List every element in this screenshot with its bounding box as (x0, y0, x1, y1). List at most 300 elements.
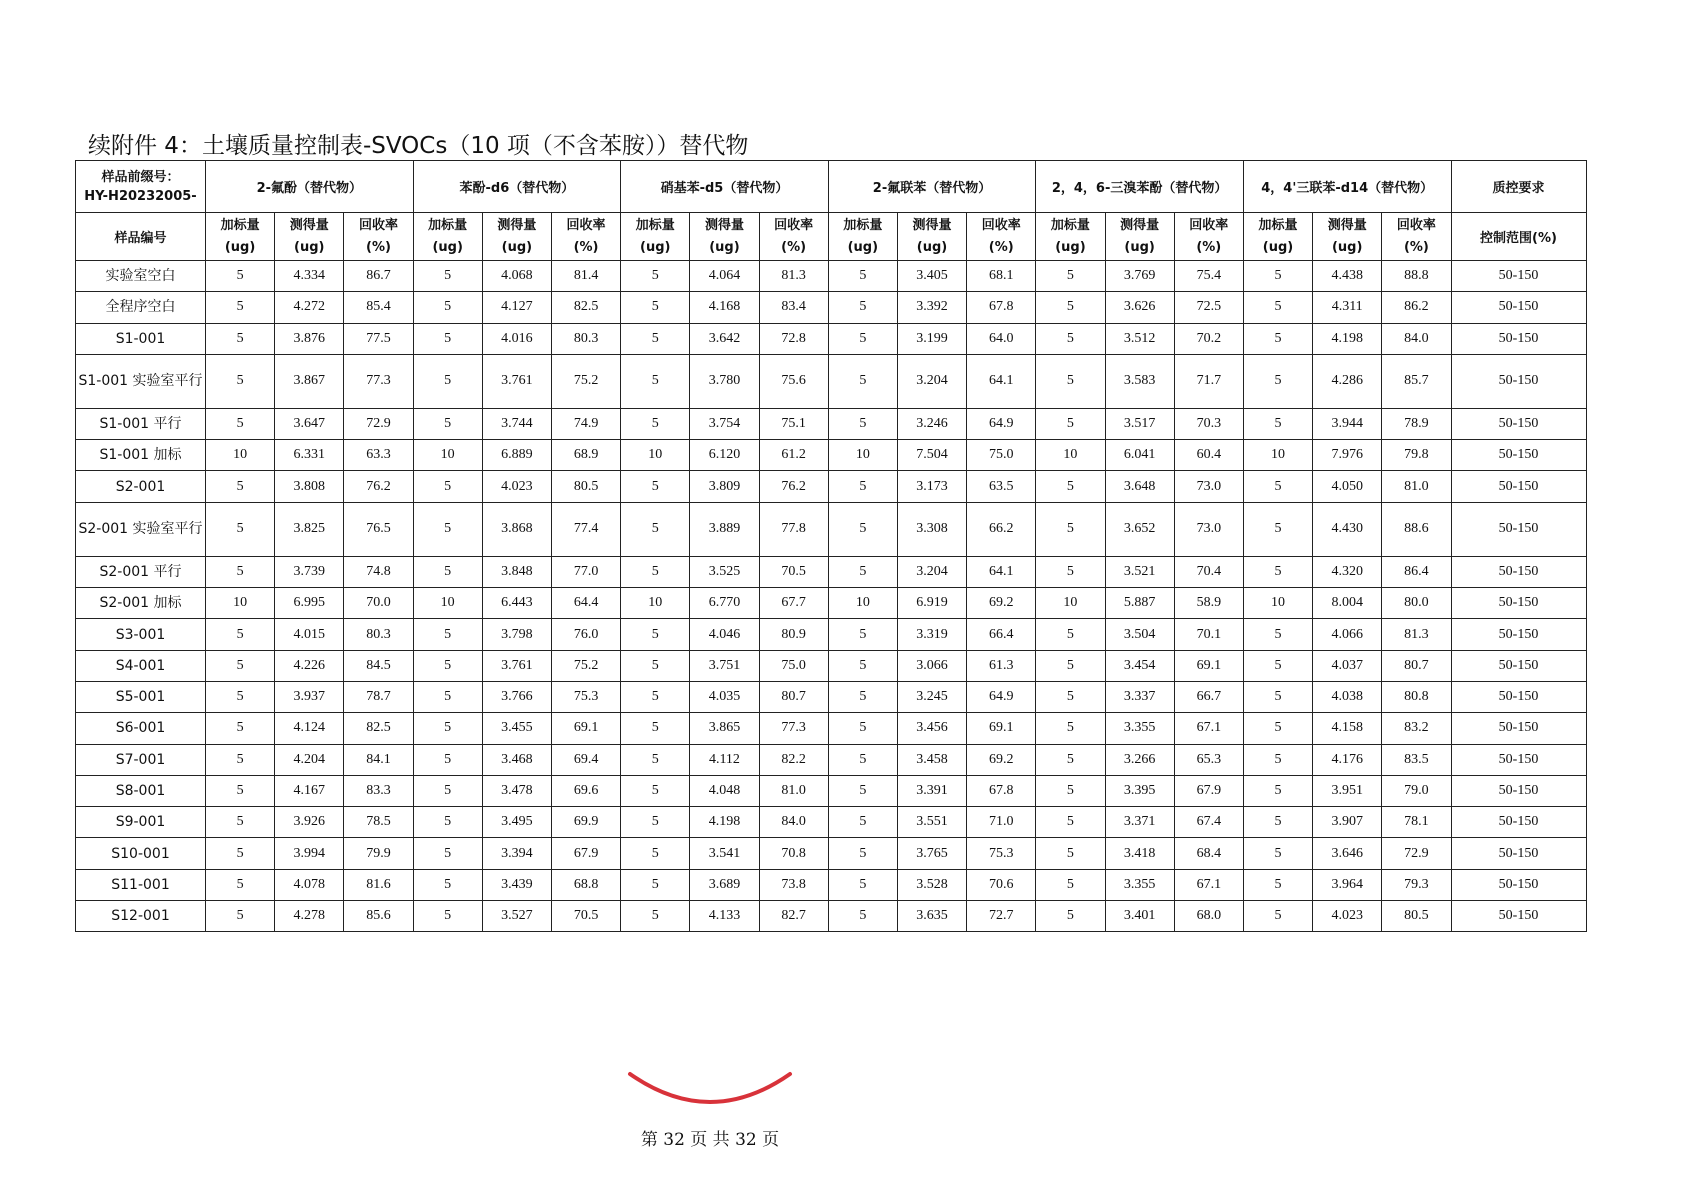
subcolumn-unit: (ug) (709, 239, 740, 255)
value-cell: 5 (621, 408, 690, 439)
value-cell: 10 (1036, 588, 1105, 619)
value-cell: 5 (413, 502, 482, 556)
value-cell: 3.521 (1105, 556, 1174, 587)
value-cell: 61.2 (759, 440, 828, 471)
table-row (76, 261, 1587, 292)
subcolumn-unit: (%) (1196, 239, 1222, 255)
value-cell: 3.825 (275, 502, 344, 556)
value-cell: 3.512 (1105, 323, 1174, 354)
sample-id-cell: 全程序空白 (76, 292, 206, 323)
value-cell: 82.7 (759, 901, 828, 932)
table-row (76, 619, 1587, 650)
value-cell: 5 (621, 650, 690, 681)
value-cell: 65.3 (1174, 744, 1243, 775)
value-cell: 70.3 (1174, 408, 1243, 439)
value-cell: 4.048 (690, 775, 759, 806)
value-cell: 79.9 (344, 838, 413, 869)
value-cell: 78.9 (1382, 408, 1451, 439)
value-cell: 3.994 (275, 838, 344, 869)
value-cell: 3.809 (690, 471, 759, 502)
subcolumn-header (1174, 213, 1243, 261)
table-row (76, 556, 1587, 587)
value-cell: 70.4 (1174, 556, 1243, 587)
control-range-cell: 50-150 (1451, 869, 1586, 900)
value-cell: 5 (1036, 775, 1105, 806)
value-cell: 3.204 (897, 354, 966, 408)
control-range-cell: 50-150 (1451, 440, 1586, 471)
value-cell: 4.050 (1313, 471, 1382, 502)
value-cell: 3.525 (690, 556, 759, 587)
value-cell: 5 (1243, 292, 1312, 323)
subcolumn-unit: (ug) (294, 239, 325, 255)
value-cell: 3.739 (275, 556, 344, 587)
subcolumn-header (690, 213, 759, 261)
value-cell: 81.4 (551, 261, 620, 292)
value-cell: 69.6 (551, 775, 620, 806)
subcolumn-unit: (ug) (501, 239, 533, 255)
value-cell: 3.647 (275, 408, 344, 439)
value-cell: 3.455 (482, 713, 551, 744)
value-cell: 5 (1243, 261, 1312, 292)
value-cell: 3.754 (690, 408, 759, 439)
value-cell: 3.337 (1105, 681, 1174, 712)
subcolumn-unit: (ug) (1262, 239, 1294, 255)
table-row (76, 588, 1587, 619)
value-cell: 67.1 (1174, 713, 1243, 744)
value-cell: 4.334 (275, 261, 344, 292)
value-cell: 5 (1036, 261, 1105, 292)
value-cell: 4.038 (1313, 681, 1382, 712)
value-cell: 5 (206, 681, 275, 712)
value-cell: 5 (206, 292, 275, 323)
value-cell: 4.078 (275, 869, 344, 900)
value-cell: 3.751 (690, 650, 759, 681)
control-range-cell: 50-150 (1451, 261, 1586, 292)
value-cell: 3.392 (897, 292, 966, 323)
sample-id-cell: S1-001 (76, 323, 206, 354)
value-cell: 64.9 (967, 408, 1036, 439)
value-cell: 5 (621, 681, 690, 712)
value-cell: 4.015 (275, 619, 344, 650)
group-header: 苯酚-d6（替代物） (413, 161, 621, 213)
value-cell: 5 (1036, 807, 1105, 838)
value-cell: 5 (206, 744, 275, 775)
value-cell: 67.8 (967, 775, 1036, 806)
value-cell: 5 (828, 901, 897, 932)
value-cell: 3.635 (897, 901, 966, 932)
control-range-cell: 50-150 (1451, 588, 1586, 619)
value-cell: 4.023 (482, 471, 551, 502)
value-cell: 5 (413, 619, 482, 650)
value-cell: 63.5 (967, 471, 1036, 502)
value-cell: 60.4 (1174, 440, 1243, 471)
value-cell: 4.064 (690, 261, 759, 292)
value-cell: 4.023 (1313, 901, 1382, 932)
value-cell: 3.648 (1105, 471, 1174, 502)
value-cell: 5 (1243, 502, 1312, 556)
value-cell: 69.4 (551, 744, 620, 775)
value-cell: 6.889 (482, 440, 551, 471)
value-cell: 4.046 (690, 619, 759, 650)
value-cell: 82.5 (344, 713, 413, 744)
table-row (76, 408, 1587, 439)
value-cell: 5.887 (1105, 588, 1174, 619)
value-cell: 5 (828, 323, 897, 354)
value-cell: 6.995 (275, 588, 344, 619)
value-cell: 73.0 (1174, 502, 1243, 556)
table-row (76, 807, 1587, 838)
value-cell: 77.3 (759, 713, 828, 744)
value-cell: 3.371 (1105, 807, 1174, 838)
table-row (76, 775, 1587, 806)
sample-id-cell: S9-001 (76, 807, 206, 838)
subcolumn-name: 加标量 (428, 217, 468, 233)
value-cell: 80.7 (1382, 650, 1451, 681)
value-cell: 3.204 (897, 556, 966, 587)
control-range-cell: 50-150 (1451, 292, 1586, 323)
value-cell: 86.7 (344, 261, 413, 292)
value-cell: 88.6 (1382, 502, 1451, 556)
subcolumn-header (1382, 213, 1451, 261)
value-cell: 66.7 (1174, 681, 1243, 712)
value-cell: 5 (206, 502, 275, 556)
value-cell: 69.1 (1174, 650, 1243, 681)
value-cell: 5 (1243, 471, 1312, 502)
value-cell: 75.2 (551, 354, 620, 408)
sample-id-cell: S8-001 (76, 775, 206, 806)
value-cell: 3.944 (1313, 408, 1382, 439)
subcolumn-name: 加标量 (1050, 217, 1090, 233)
value-cell: 82.2 (759, 744, 828, 775)
table-row (76, 838, 1587, 869)
value-cell: 3.689 (690, 869, 759, 900)
value-cell: 4.430 (1313, 502, 1382, 556)
value-cell: 81.6 (344, 869, 413, 900)
value-cell: 5 (1036, 408, 1105, 439)
value-cell: 83.4 (759, 292, 828, 323)
value-cell: 5 (1243, 354, 1312, 408)
value-cell: 5 (1036, 502, 1105, 556)
value-cell: 75.0 (759, 650, 828, 681)
value-cell: 7.976 (1313, 440, 1382, 471)
sample-id-cell: S1-001 平行 (76, 408, 206, 439)
subcolumn-header (621, 213, 690, 261)
value-cell: 3.504 (1105, 619, 1174, 650)
value-cell: 5 (621, 354, 690, 408)
value-cell: 5 (621, 901, 690, 932)
group-header: 硝基苯-d5（替代物） (621, 161, 829, 213)
value-cell: 74.9 (551, 408, 620, 439)
value-cell: 4.320 (1313, 556, 1382, 587)
value-cell: 6.919 (897, 588, 966, 619)
value-cell: 10 (413, 440, 482, 471)
value-cell: 5 (1036, 901, 1105, 932)
subcolumn-header (275, 213, 344, 261)
value-cell: 5 (828, 502, 897, 556)
value-cell: 70.1 (1174, 619, 1243, 650)
value-cell: 6.770 (690, 588, 759, 619)
control-range-cell: 50-150 (1451, 681, 1586, 712)
value-cell: 3.780 (690, 354, 759, 408)
value-cell: 5 (1243, 744, 1312, 775)
value-cell: 3.355 (1105, 713, 1174, 744)
value-cell: 5 (413, 901, 482, 932)
control-range-cell: 50-150 (1451, 650, 1586, 681)
value-cell: 68.4 (1174, 838, 1243, 869)
value-cell: 3.066 (897, 650, 966, 681)
value-cell: 5 (1243, 869, 1312, 900)
sample-id-cell: S1-001 实验室平行 (76, 354, 206, 408)
subcolumn-name: 回收率 (358, 217, 398, 233)
value-cell: 3.766 (482, 681, 551, 712)
sample-id-cell: S3-001 (76, 619, 206, 650)
table-row (76, 869, 1587, 900)
value-cell: 5 (1243, 775, 1312, 806)
value-cell: 67.7 (759, 588, 828, 619)
value-cell: 5 (621, 744, 690, 775)
value-cell: 72.5 (1174, 292, 1243, 323)
value-cell: 4.198 (1313, 323, 1382, 354)
quality-control-table (75, 160, 1587, 932)
value-cell: 5 (1243, 619, 1312, 650)
value-cell: 82.5 (551, 292, 620, 323)
value-cell: 5 (413, 408, 482, 439)
value-cell: 5 (1243, 556, 1312, 587)
value-cell: 4.068 (482, 261, 551, 292)
value-cell: 3.626 (1105, 292, 1174, 323)
value-cell: 3.765 (897, 838, 966, 869)
subcolumn-name: 回收率 (1189, 217, 1229, 233)
subcolumn-unit: (%) (1403, 239, 1429, 255)
value-cell: 80.5 (551, 471, 620, 502)
header-row-groups (76, 161, 1587, 213)
value-cell: 10 (621, 588, 690, 619)
value-cell: 5 (413, 713, 482, 744)
value-cell: 5 (206, 869, 275, 900)
value-cell: 3.926 (275, 807, 344, 838)
value-cell: 68.9 (551, 440, 620, 471)
value-cell: 4.226 (275, 650, 344, 681)
value-cell: 4.168 (690, 292, 759, 323)
value-cell: 5 (828, 807, 897, 838)
value-cell: 4.016 (482, 323, 551, 354)
value-cell: 79.8 (1382, 440, 1451, 471)
value-cell: 84.5 (344, 650, 413, 681)
value-cell: 5 (828, 869, 897, 900)
value-cell: 3.798 (482, 619, 551, 650)
value-cell: 10 (828, 440, 897, 471)
value-cell: 5 (206, 807, 275, 838)
value-cell: 69.2 (967, 588, 1036, 619)
value-cell: 3.418 (1105, 838, 1174, 869)
control-range-cell: 50-150 (1451, 471, 1586, 502)
subcolumn-unit: (ug) (916, 239, 948, 255)
value-cell: 5 (621, 292, 690, 323)
value-cell: 64.1 (967, 556, 1036, 587)
value-cell: 5 (206, 354, 275, 408)
value-cell: 80.0 (1382, 588, 1451, 619)
value-cell: 4.124 (275, 713, 344, 744)
value-cell: 5 (621, 619, 690, 650)
value-cell: 5 (413, 681, 482, 712)
sample-prefix-value: HY-H20232005- (84, 188, 197, 204)
value-cell: 3.458 (897, 744, 966, 775)
value-cell: 5 (206, 713, 275, 744)
value-cell: 6.331 (275, 440, 344, 471)
value-cell: 69.1 (967, 713, 1036, 744)
value-cell: 10 (206, 588, 275, 619)
subcolumn-name: 加标量 (1258, 217, 1298, 233)
value-cell: 3.868 (482, 502, 551, 556)
subcolumn-header (482, 213, 551, 261)
value-cell: 5 (828, 261, 897, 292)
value-cell: 81.3 (1382, 619, 1451, 650)
value-cell: 3.876 (275, 323, 344, 354)
value-cell: 86.2 (1382, 292, 1451, 323)
value-cell: 5 (828, 471, 897, 502)
value-cell: 10 (1243, 588, 1312, 619)
value-cell: 4.127 (482, 292, 551, 323)
table-row (76, 502, 1587, 556)
value-cell: 5 (413, 869, 482, 900)
sample-id-cell: S1-001 加标 (76, 440, 206, 471)
value-cell: 58.9 (1174, 588, 1243, 619)
value-cell: 5 (413, 744, 482, 775)
subcolumn-header (551, 213, 620, 261)
value-cell: 69.2 (967, 744, 1036, 775)
seal-stamp-arc (625, 1068, 795, 1118)
value-cell: 84.0 (759, 807, 828, 838)
value-cell: 3.245 (897, 681, 966, 712)
value-cell: 10 (828, 588, 897, 619)
control-range-cell: 50-150 (1451, 354, 1586, 408)
value-cell: 3.646 (1313, 838, 1382, 869)
group-header: 2-氟联苯（替代物） (828, 161, 1036, 213)
subcolumn-unit: (%) (366, 239, 391, 255)
qc-requirement-header: 质控要求 (1451, 161, 1586, 213)
value-cell: 4.037 (1313, 650, 1382, 681)
value-cell: 3.642 (690, 323, 759, 354)
sample-id-cell: S7-001 (76, 744, 206, 775)
value-cell: 5 (828, 408, 897, 439)
value-cell: 5 (413, 471, 482, 502)
value-cell: 4.438 (1313, 261, 1382, 292)
subcolumn-unit: (%) (573, 239, 599, 255)
value-cell: 69.1 (551, 713, 620, 744)
value-cell: 79.3 (1382, 869, 1451, 900)
value-cell: 5 (828, 775, 897, 806)
control-range-cell: 50-150 (1451, 775, 1586, 806)
value-cell: 3.266 (1105, 744, 1174, 775)
value-cell: 5 (1243, 901, 1312, 932)
value-cell: 3.541 (690, 838, 759, 869)
value-cell: 73.0 (1174, 471, 1243, 502)
value-cell: 5 (621, 838, 690, 869)
subcolumn-header (1313, 213, 1382, 261)
value-cell: 5 (1036, 681, 1105, 712)
value-cell: 3.456 (897, 713, 966, 744)
value-cell: 3.517 (1105, 408, 1174, 439)
value-cell: 75.3 (967, 838, 1036, 869)
control-range-cell: 50-150 (1451, 556, 1586, 587)
value-cell: 4.035 (690, 681, 759, 712)
value-cell: 72.9 (344, 408, 413, 439)
value-cell: 5 (1036, 744, 1105, 775)
value-cell: 3.395 (1105, 775, 1174, 806)
subcolumn-name: 测得量 (1327, 217, 1367, 233)
subcolumn-header (344, 213, 413, 261)
value-cell: 70.8 (759, 838, 828, 869)
table-row (76, 901, 1587, 932)
value-cell: 72.9 (1382, 838, 1451, 869)
value-cell: 70.6 (967, 869, 1036, 900)
value-cell: 3.527 (482, 901, 551, 932)
value-cell: 5 (621, 556, 690, 587)
sample-id-cell: S5-001 (76, 681, 206, 712)
value-cell: 85.7 (1382, 354, 1451, 408)
document-title: 续附件 4：土壤质量控制表-SVOCs（10 项（不含苯胺））替代物 (88, 133, 749, 159)
subcolumn-unit: (%) (781, 239, 807, 255)
value-cell: 77.4 (551, 502, 620, 556)
value-cell: 84.1 (344, 744, 413, 775)
sample-id-cell: S11-001 (76, 869, 206, 900)
value-cell: 80.9 (759, 619, 828, 650)
subcolumn-header (1036, 213, 1105, 261)
value-cell: 76.5 (344, 502, 413, 556)
value-cell: 5 (1036, 354, 1105, 408)
sample-id-cell: S2-001 平行 (76, 556, 206, 587)
value-cell: 5 (621, 261, 690, 292)
value-cell: 5 (1036, 471, 1105, 502)
value-cell: 3.551 (897, 807, 966, 838)
value-cell: 4.133 (690, 901, 759, 932)
subcolumn-header (897, 213, 966, 261)
value-cell: 70.0 (344, 588, 413, 619)
value-cell: 5 (413, 292, 482, 323)
value-cell: 5 (206, 261, 275, 292)
value-cell: 3.495 (482, 807, 551, 838)
value-cell: 67.8 (967, 292, 1036, 323)
value-cell: 4.176 (1313, 744, 1382, 775)
table-row (76, 650, 1587, 681)
value-cell: 5 (206, 650, 275, 681)
value-cell: 3.761 (482, 650, 551, 681)
subcolumn-name: 测得量 (497, 217, 537, 233)
value-cell: 72.8 (759, 323, 828, 354)
subcolumn-name: 测得量 (289, 217, 329, 233)
value-cell: 5 (828, 838, 897, 869)
value-cell: 71.0 (967, 807, 1036, 838)
value-cell: 77.8 (759, 502, 828, 556)
value-cell: 77.5 (344, 323, 413, 354)
value-cell: 76.2 (759, 471, 828, 502)
value-cell: 3.468 (482, 744, 551, 775)
subcolumn-unit: (ug) (847, 239, 879, 255)
value-cell: 3.405 (897, 261, 966, 292)
value-cell: 5 (621, 807, 690, 838)
value-cell: 3.769 (1105, 261, 1174, 292)
value-cell: 80.3 (551, 323, 620, 354)
value-cell: 3.478 (482, 775, 551, 806)
value-cell: 61.3 (967, 650, 1036, 681)
control-range-header: 控制范围(%) (1451, 213, 1586, 261)
value-cell: 69.9 (551, 807, 620, 838)
value-cell: 75.6 (759, 354, 828, 408)
value-cell: 5 (413, 261, 482, 292)
group-header: 2，4，6-三溴苯酚（替代物） (1036, 161, 1244, 213)
sample-id-cell: S2-001 实验室平行 (76, 502, 206, 556)
value-cell: 5 (413, 354, 482, 408)
